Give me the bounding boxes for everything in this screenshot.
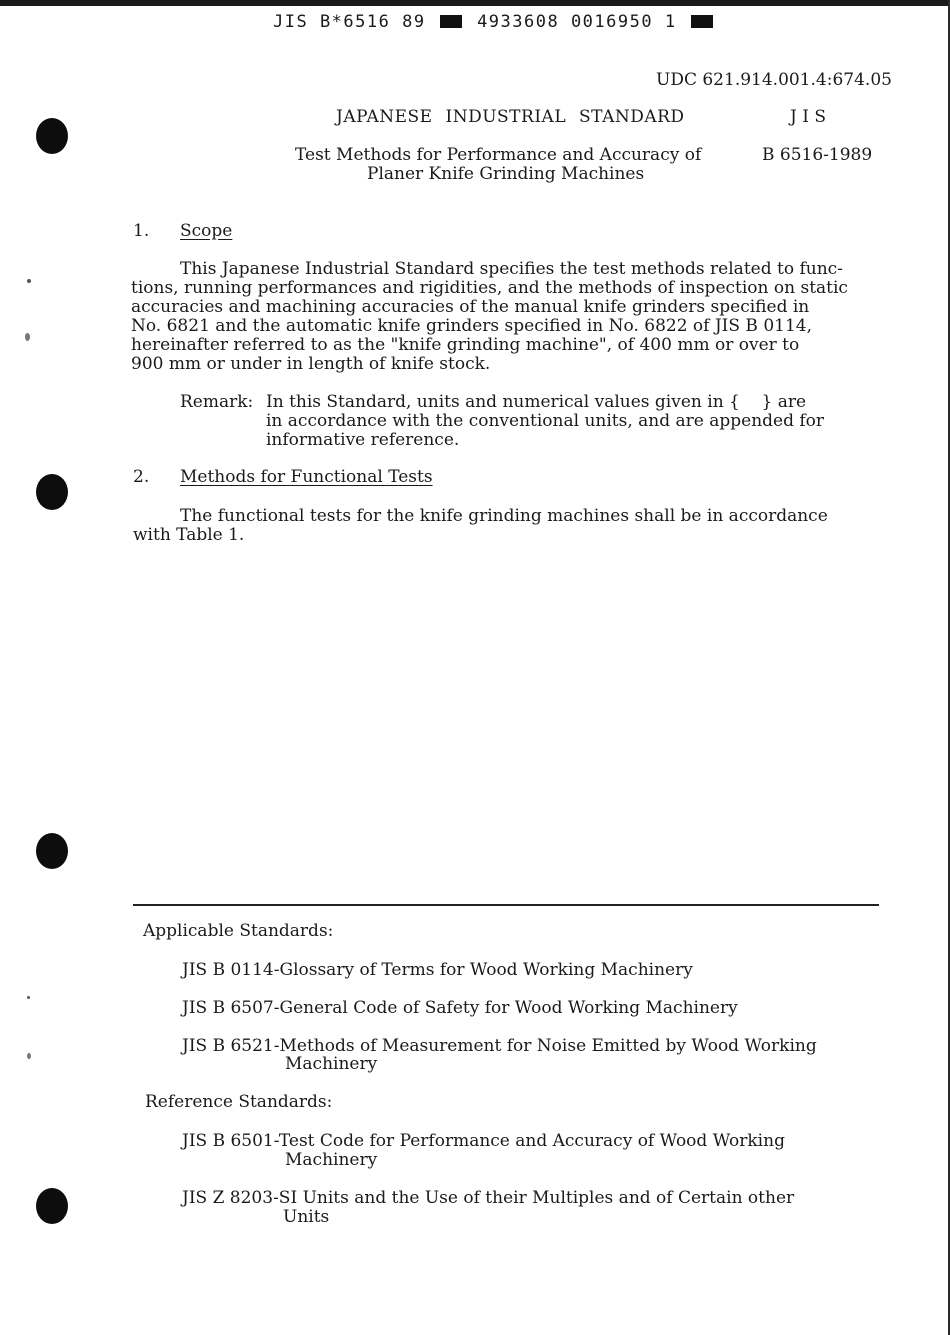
section1-line: This Japanese Industrial Standard specifies the test methods related to func-: [180, 259, 843, 279]
applicable-standard-item: JIS B 6507-General Code of Safety for Wood Working Machinery: [182, 998, 738, 1018]
section2-line: with Table 1.: [133, 525, 245, 545]
section1-line: hereinafter referred to as the "knife grinding machine", of 400 mm or over to: [131, 335, 800, 355]
document-title-line2: Planer Knife Grinding Machines: [367, 164, 645, 184]
reference-standard-item-continuation: Machinery: [285, 1150, 378, 1170]
footnote-divider: [133, 904, 879, 906]
reference-standard-item: JIS B 6501-Test Code for Performance and Accuracy of Wood Working: [182, 1131, 785, 1151]
applicable-standard-item-continuation: Machinery: [285, 1054, 378, 1074]
scan-speck: [25, 333, 30, 341]
remark-line: in accordance with the conventional units, and are appended for: [266, 411, 825, 431]
document-header-code: [273, 12, 716, 32]
section1-line: 900 mm or under in length of knife stock.: [131, 354, 491, 374]
standard-number: B 6516-1989: [762, 145, 873, 165]
section1-line: accuracies and machining accuracies of the manual knife grinders specified in: [131, 297, 810, 317]
remark-line: In this Standard, units and numerical values given in { } are: [266, 392, 807, 412]
page-top-edge: [0, 0, 950, 6]
section2-line: The functional tests for the knife grinding machines shall be in accordance: [180, 506, 828, 526]
header-block-mark: [691, 15, 713, 28]
scan-speck: [27, 996, 30, 999]
reference-standard-item-continuation: Units: [283, 1207, 330, 1227]
punch-hole: [36, 118, 68, 154]
organization-heading: JAPANESE INDUSTRIAL STANDARD: [336, 107, 685, 127]
applicable-standard-item: JIS B 0114-Glossary of Terms for Wood Working Machinery: [182, 960, 693, 980]
header-code-part1: JIS B*6516 89: [273, 12, 426, 32]
punch-hole: [36, 833, 68, 869]
punch-hole: [36, 1188, 68, 1224]
section2-heading: Methods for Functional Tests: [180, 467, 433, 487]
jis-mark: J I S: [790, 107, 826, 127]
punch-hole: [36, 474, 68, 510]
section1-line: No. 6821 and the automatic knife grinders specified in No. 6822 of JIS B 0114,: [131, 316, 812, 336]
section2-number: 2.: [133, 467, 150, 487]
reference-standard-item: JIS Z 8203-SI Units and the Use of their Multiples and of Certain other: [182, 1188, 795, 1208]
header-code-part2: 4933608 0016950 1: [477, 12, 677, 32]
reference-standards-heading: Reference Standards:: [145, 1092, 333, 1112]
section1-number: 1.: [133, 221, 150, 241]
applicable-standard-item: JIS B 6521-Methods of Measurement for Noise Emitted by Wood Working: [182, 1036, 817, 1056]
header-block-mark: [440, 15, 462, 28]
scan-speck: [27, 279, 31, 283]
section1-heading: Scope: [180, 221, 233, 241]
remark-label: Remark:: [180, 392, 254, 412]
document-title-line1: Test Methods for Performance and Accuracy of: [295, 145, 702, 165]
section1-line: tions, running performances and rigidities, and the methods of inspection on static: [131, 278, 848, 298]
remark-line: informative reference.: [266, 430, 460, 450]
applicable-standards-heading: Applicable Standards:: [143, 921, 334, 941]
scan-speck: [27, 1053, 31, 1059]
udc-number: UDC 621.914.001.4:674.05: [656, 70, 892, 90]
